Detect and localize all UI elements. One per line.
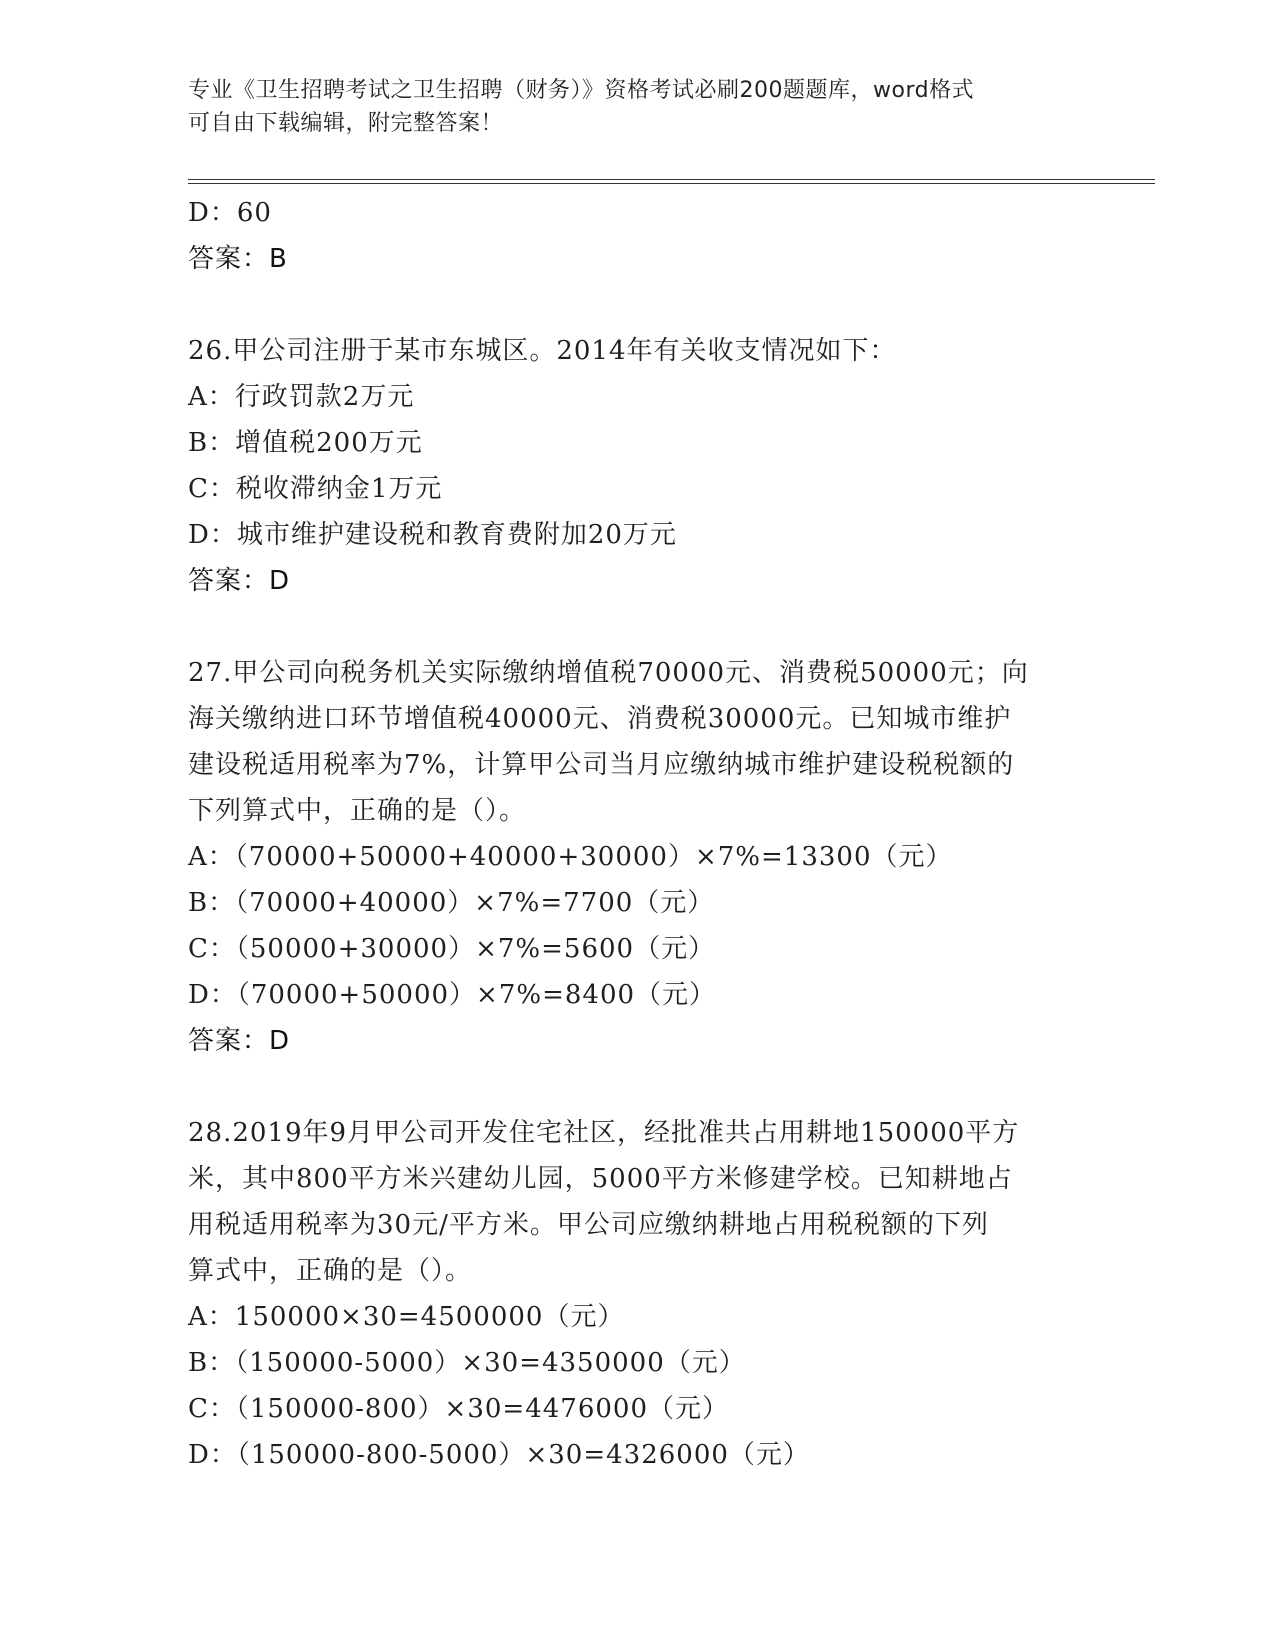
q27-option-c: C：（50000+30000）×7%=5600（元） — [188, 934, 716, 964]
q27-option-a: A：（70000+50000+40000+30000）×7%=13300（元） — [188, 842, 953, 872]
q26-option-a: A：行政罚款2万元 — [188, 382, 415, 412]
q26-question: 26.甲公司注册于某市东城区。2014年有关收支情况如下： — [188, 336, 897, 366]
header-line-1: 专业《卫生招聘考试之卫生招聘（财务）》资格考试必刷200题题库，word格式 — [188, 78, 975, 103]
q28-option-d: D：（150000-800-5000）×30=4326000（元） — [188, 1440, 810, 1470]
q28-option-a: A：150000×30=4500000（元） — [188, 1302, 625, 1332]
q28-option-b: B：（150000-5000）×30=4350000（元） — [188, 1348, 746, 1378]
q27-question-line-4: 下列算式中，正确的是（）。 — [188, 796, 527, 826]
document-header — [188, 74, 1088, 140]
spacer — [188, 1064, 1088, 1110]
q28-question-line-4: 算式中，正确的是（）。 — [188, 1256, 473, 1286]
q27-option-b: B：（70000+40000）×7%=7700（元） — [188, 888, 715, 918]
q28-question-line-3: 用税适用税率为30元/平方米。甲公司应缴纳耕地占用税税额的下列 — [188, 1210, 989, 1240]
q27-answer: 答案：D — [188, 1026, 291, 1056]
q27-question-line-3: 建设税适用税率为7%，计算甲公司当月应缴纳城市维护建设税税额的 — [188, 750, 1015, 780]
q27-question-line-2: 海关缴纳进口环节增值税40000元、消费税30000元。已知城市维护 — [188, 704, 1012, 734]
q27-option-d: D：（70000+50000）×7%=8400（元） — [188, 980, 717, 1010]
prev-answer: 答案：B — [188, 244, 288, 274]
q28-question-line-2: 米，其中800平方米兴建幼儿园，5000平方米修建学校。已知耕地占 — [188, 1164, 1013, 1194]
prev-option-d: D：60 — [188, 198, 272, 228]
q28-option-c: C：（150000-800）×30=4476000（元） — [188, 1394, 730, 1424]
q28-question-line-1: 28.2019年9月甲公司开发住宅社区，经批准共占用耕地150000平方 — [188, 1118, 1020, 1148]
q27-question-line-1: 27.甲公司向税务机关实际缴纳增值税70000元、消费税50000元；向 — [188, 658, 1029, 688]
header-line-2: 可自由下载编辑，附完整答案！ — [188, 111, 504, 136]
q26-option-b: B：增值税200万元 — [188, 428, 423, 458]
q26-option-c: C：税收滞纳金1万元 — [188, 474, 443, 504]
spacer — [188, 604, 1088, 650]
document-body — [188, 190, 1088, 1478]
header-divider-bottom — [188, 183, 1155, 184]
spacer — [188, 282, 1088, 328]
header-divider-top — [188, 179, 1155, 180]
q26-answer: 答案：D — [188, 566, 291, 596]
q26-option-d: D：城市维护建设税和教育费附加20万元 — [188, 520, 677, 550]
